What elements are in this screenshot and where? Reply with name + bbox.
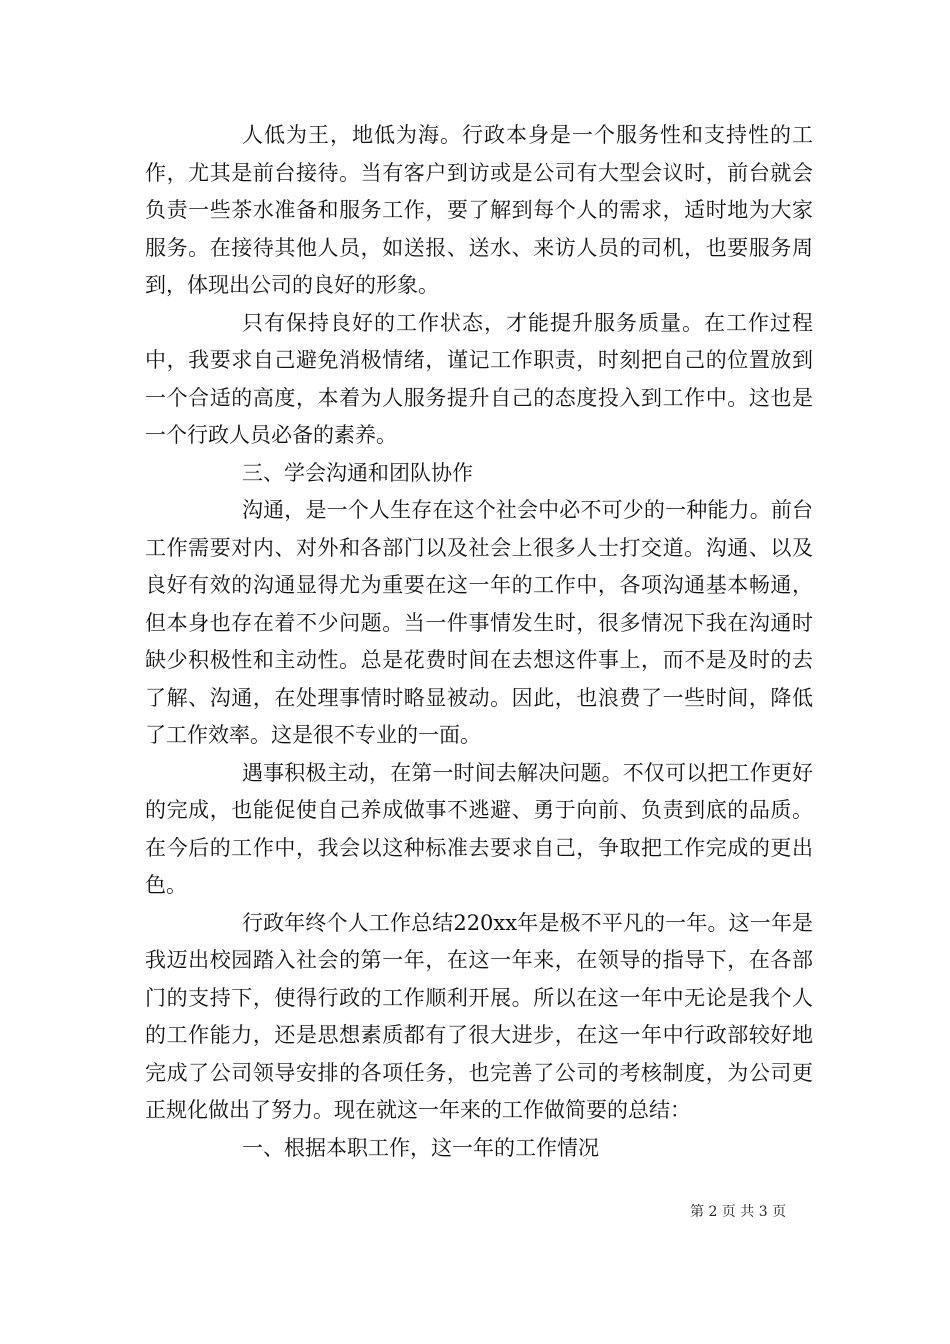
paragraph-annual-summary: 行政年终个人工作总结220xx年是极不平凡的一年。这一年是我迈出校园踏入社会的第一年，在这一年来，在领导的指导下，在各部门的支持下，使得行政的工作顺利开展。所以在这一年中无论是我个人的工作能力，还是思想素质都有了很大进步，在这一年中行政部较好地完成了公司领导安排的各项任务，也完善了公司的考核制度，为公司更正规化做出了努力。现在就这一年来的工作做简要的总结： xyxy=(145,910,813,1122)
paragraph-communication: 沟通，是一个人生存在这个社会中必不可少的一种能力。前台工作需要对内、对外和各部门以及社会上很多人士打交道。沟通、以及良好有效的沟通显得尤为重要在这一年的工作中，各项沟通基本畅通，但本身也存在着不少问题。当一件事情发生时，很多情况下我在沟通时缺少积极性和主动性。总是花费时间在去想这件事上，而不是及时的去了解、沟通，在处理事情时略显被动。因此，也浪费了一些时间，降低了工作效率。这是很不专业的一面。 xyxy=(145,498,813,747)
section-heading-job-duties: 一、根据本职工作，这一年的工作情况 xyxy=(242,1135,599,1160)
paragraph-work-state: 只有保持良好的工作状态，才能提升服务质量。在工作过程中，我要求自己避免消极情绪，谨记工作职责，时刻把自己的位置放到一个合适的高度，本着为人服务提升自己的态度投入到工作中。这也是一个行政人员必备的素养。 xyxy=(145,310,813,447)
paragraph-proactive: 遇事积极主动，在第一时间去解决问题。不仅可以把工作更好的完成，也能促使自己养成做事不逃避、勇于向前、负责到底的品质。在今后的工作中，我会以这种标准去要求自己，争取把工作完成的更出色。 xyxy=(145,760,813,897)
document-body xyxy=(145,117,813,1167)
paragraph-service: 人低为王，地低为海。行政本身是一个服务性和支持性的工作，尤其是前台接待。当有客户到访或是公司有大型会议时，前台就会负责一些茶水准备和服务工作，要了解到每个人的需求，适时地为大家服务。在接待其他人员，如送报、送水、来访人员的司机，也要服务周到，体现出公司的良好的形象。 xyxy=(145,123,813,297)
section-heading-communication: 三、学会沟通和团队协作 xyxy=(242,460,473,485)
page-number-footer: 第 2 页 共 3 页 xyxy=(690,1204,787,1220)
